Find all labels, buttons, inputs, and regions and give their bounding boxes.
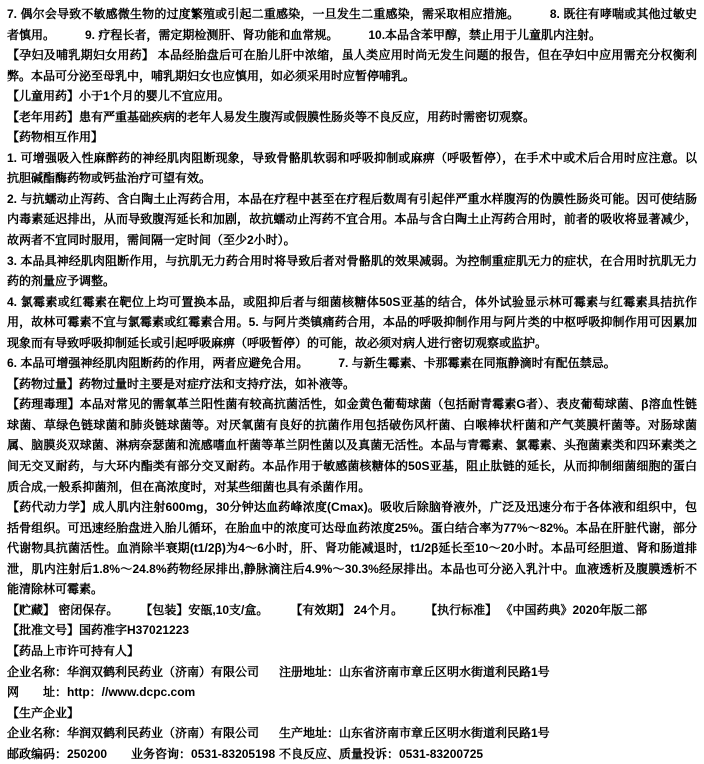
interaction-item xyxy=(7,251,697,292)
validity-value: 24个月。 xyxy=(350,602,404,617)
storage-value: 密闭保存。 xyxy=(55,602,119,617)
section-pregnancy xyxy=(7,45,697,86)
section-elderly xyxy=(7,107,697,128)
license-holder-heading xyxy=(7,641,697,662)
storage-label: 【贮藏】 xyxy=(7,602,56,617)
interaction-item-text: 6. 本品可增强神经肌肉阻断药的作用，两者应避免合用。 7. 与新生霉素、卡那霉素在同瓶静滴时有配伍禁忌。 xyxy=(7,356,616,371)
manufacturer-company-row xyxy=(7,723,697,744)
validity-label: 【有效期】 xyxy=(296,602,351,617)
manufacturer-contact-row xyxy=(7,744,697,764)
section-pharmacokinetics xyxy=(7,497,697,600)
approval-label: 【批准文号】 xyxy=(7,623,80,638)
approval-number-row xyxy=(7,620,697,641)
section-pregnancy-text: 本品经胎盘后可在胎儿肝中浓缩，虽人类应用时尚无发生问题的报告，但在孕妇中应用需充分权衡利弊。本品可分泌至母乳中，哺乳期妇女也应慎用，如必须采用时应暂停哺乳。 xyxy=(7,48,697,83)
interaction-item xyxy=(7,353,697,374)
interaction-item xyxy=(7,292,697,354)
section-interactions-label: 【药物相互作用】 xyxy=(7,130,104,145)
interaction-item xyxy=(7,148,697,189)
manufacturer-company-name: 企业名称：华润双鹤利民药业（济南）有限公司 xyxy=(7,726,260,741)
precautions-tail xyxy=(7,4,697,45)
approval-value: 国药准字H37021223 xyxy=(79,623,190,638)
package-pair xyxy=(146,603,268,617)
interaction-item xyxy=(7,189,697,251)
section-overdose xyxy=(7,374,697,395)
section-elderly-text: 患有严重基础疾病的老年人易发生腹泻或假膜性肠炎等不良反应，用药时需密切观察。 xyxy=(79,109,536,124)
storage-pair xyxy=(7,603,118,617)
license-holder-website: 网 址：http：//www.dcpc.com xyxy=(7,685,196,700)
storage-package-row xyxy=(7,600,697,621)
license-holder-company-name: 企业名称：华润双鹤利民药业（济南）有限公司 xyxy=(7,664,260,679)
section-pharmacology-label: 【药理毒理】 xyxy=(7,397,80,412)
license-holder-company-row xyxy=(7,662,697,683)
precautions-tail-text: 7. 偶尔会导致不敏感微生物的过度繁殖或引起二重感染，一旦发生二重感染，需采取相应措施。 8. 既往有哮喘或其他过敏史者慎用。 9. 疗程长者，需定期检测肝、肾功能和血常规。 10.本品含苯甲醇，禁止用于儿童肌内注射。 xyxy=(7,7,697,42)
section-interactions-heading xyxy=(7,127,697,148)
section-children xyxy=(7,86,697,107)
manufacturer-postal-business: 邮政编码：250200 业务咨询：0531-83205198 xyxy=(7,746,276,761)
section-pharmacokinetics-label: 【药代动力学】 xyxy=(7,500,93,515)
interaction-item-text: 3. 本品具神经肌肉阻断作用，与抗肌无力药合用时将导致后者对骨骼肌的效果减弱。为控制重症肌无力的症状，在合用时抗肌无力药的剂量应予调整。 xyxy=(7,253,697,289)
license-holder-label: 【药品上市许可持有人】 xyxy=(7,643,140,658)
standard-label: 【执行标准】 xyxy=(431,602,498,617)
section-pharmacology-text: 本品对常见的需氧革兰阳性菌有较高抗菌活性，如金黄色葡萄球菌（包括耐青霉素G者）、表皮葡萄球菌、β溶血性链球菌、草绿色链球菌和肺炎链球菌等。对厌氧菌有良好的抗菌作用包括破伤风杆菌、白喉棒状杆菌和产气荚膜杆菌等。对肠球菌属、脑膜炎双球菌、淋病奈瑟菌和流感嗜血杆菌等革兰阴性菌以及真菌无活性。本品与青霉素、氯霉素、头孢菌素类和四环素类之间无交叉耐药，与大环内酯类有部分交叉耐药。本品作用于敏感菌核糖体的50S亚基，阻止肽链的延长，从而抑制细菌细胞的蛋白质合成,一般系抑菌剂，但在高浓度时，对某些细菌也具有杀菌作用。 xyxy=(7,397,697,494)
interaction-item-text: 1. 可增强吸入性麻醉药的神经肌肉阻断现象，导致骨骼肌软弱和呼吸抑制或麻痹（呼吸暂停），在手术中或术后合用时应注意。以抗胆碱酯酶药物或钙盐治疗可望有效。 xyxy=(7,150,697,186)
package-label: 【包装】 xyxy=(146,602,189,617)
section-elderly-label: 【老年用药】 xyxy=(7,109,80,124)
validity-pair xyxy=(296,603,403,617)
interaction-item-text: 2. 与抗蠕动止泻药、含白陶土止泻药合用，本品在疗程中甚至在疗程后数周有引起伴严重水样腹泻的伪膜性肠炎可能。因可使结肠内毒素延迟排出，从而导致腹泻延长和加剧，故抗蠕动止泻药不宜合用。本品与含白陶土止泻药合用时，前者的吸收将显著减少，故两者不宜同时服用，需间隔一定时间（至少2小时）。 xyxy=(7,191,697,248)
manufacturer-complaints: 不良反应、质量投诉：0531-83200725 xyxy=(279,746,484,761)
manufacturer-production-address: 生产地址：山东省济南市章丘区明水街道利民路1号 xyxy=(279,726,550,741)
section-children-label: 【儿童用药】 xyxy=(7,89,80,104)
license-holder-registered-address: 注册地址：山东省济南市章丘区明水街道利民路1号 xyxy=(279,664,550,679)
section-overdose-text: 药物过量时主要是对症疗法和支持疗法，如补液等。 xyxy=(79,376,356,391)
interaction-item-text: 4. 氯霉素或红霉素在靶位上均可置换本品，或阻抑后者与细菌核糖体50S亚基的结合，体外试验显示林可霉素与红霉素具拮抗作用，故林可霉素不宜与氯霉素或红霉素合用。5. 与阿片类镇痛药合用，本品的呼吸抑制作用与阿片类的中枢呼吸抑制作用可因累加现象而有导致呼吸抑制延长或引起呼吸麻痹（呼吸暂停）的可能，故必须对病人进行密切观察或监护。 xyxy=(7,294,697,350)
section-pharmacology xyxy=(7,394,697,497)
standard-value: 《中国药典》2020年版二部 xyxy=(497,602,648,617)
manufacturer-label: 【生产企业】 xyxy=(7,705,80,720)
section-children-text: 小于1个月的婴儿不宜应用。 xyxy=(79,89,230,104)
standard-pair xyxy=(431,603,647,617)
section-pharmacokinetics-text: 成人肌内注射600mg，30分钟达血药峰浓度(Cmax)。吸收后除脑脊液外，广泛及迅速分布于各体液和组织中，包括骨组织。可迅速经胎盘进入胎儿循环，在胎血中的浓度可达母血药浓度25%。蛋白结合率为77%～82%。本品在肝脏代谢，部分代谢物具抗菌活性。血消除半衰期(t1/2β)为4～6小时，肝、肾功能减退时，t1/2β延长至10～20小时。本品可经胆道、肾和肠道排泄，肌内注射后1.8%～24.8%药物经尿排出,静脉滴注后4.9%～30.3%经尿排出。本品也可分泌入乳汁中。血液透析及腹膜透析不能清除林可霉素。 xyxy=(7,500,697,597)
section-pregnancy-label: 【孕妇及哺乳期妇女用药】 xyxy=(7,48,155,63)
package-value: 安瓿,10支/盒。 xyxy=(188,602,269,617)
manufacturer-heading xyxy=(7,703,697,724)
section-overdose-label: 【药物过量】 xyxy=(7,376,80,391)
